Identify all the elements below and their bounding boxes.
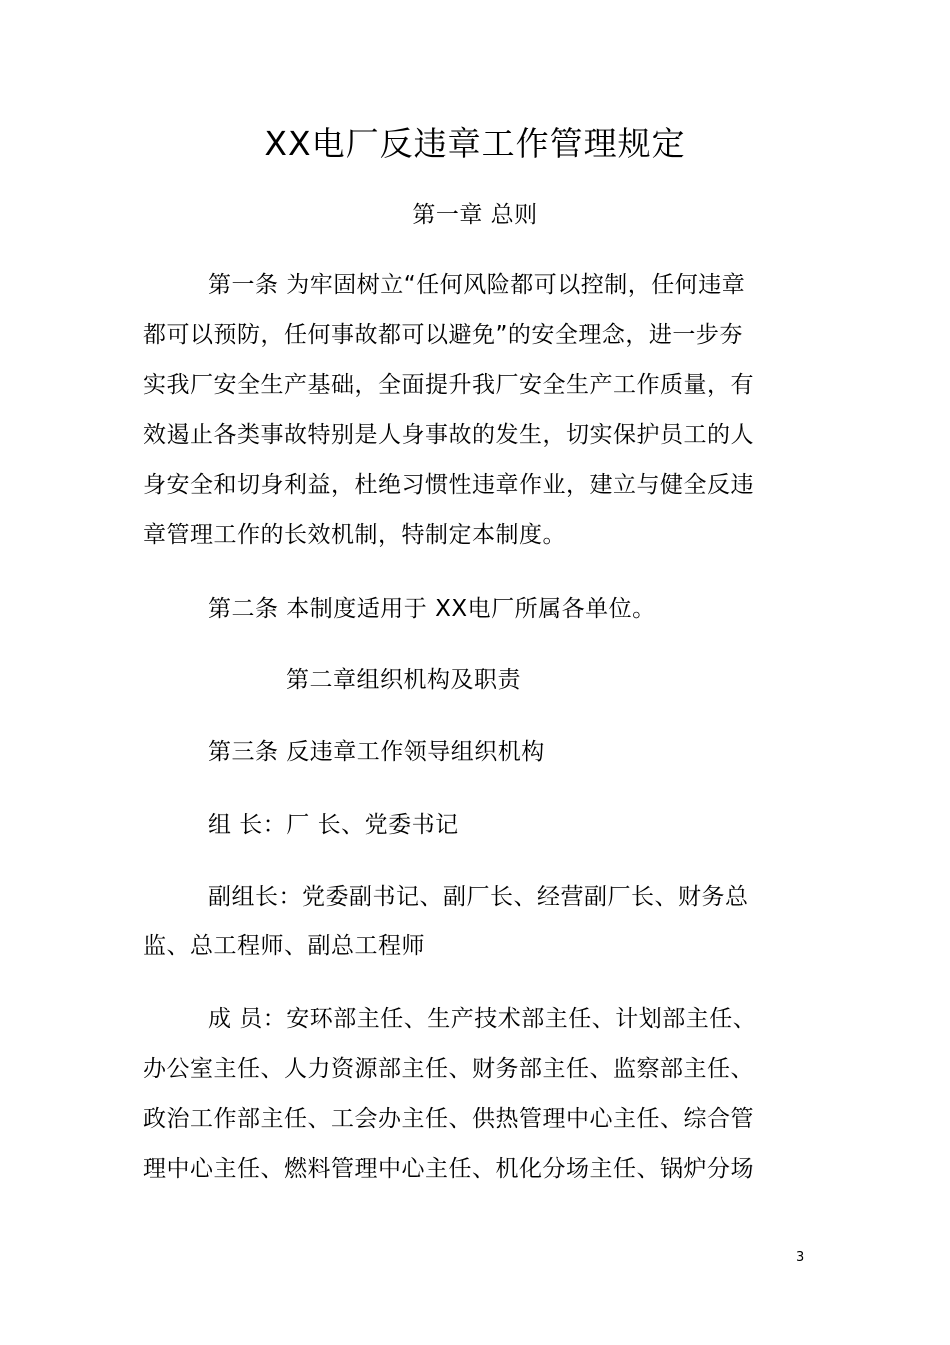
article-1-line-6: 章管理工作的长效机制，特制定本制度。 — [143, 522, 566, 548]
article-1-line-2: 都可以预防，任何事故都可以避免”的安全理念，进一步夯 — [143, 322, 743, 348]
document-title: XX电厂反违章工作管理规定 — [264, 124, 686, 163]
article-1-line-4: 效遏止各类事故特别是人身事故的发生，切实保护员工的人 — [143, 422, 754, 448]
leader-line: 组 长：厂 长、党委书记 — [208, 812, 459, 838]
members-line-3: 政治工作部主任、工会办主任、供热管理中心主任、综合管 — [143, 1106, 754, 1132]
members-line-4: 理中心主任、燃料管理中心主任、机化分场主任、锅炉分场 — [143, 1156, 754, 1182]
article-2: 第二条 本制度适用于 XX电厂所属各单位。 — [208, 596, 656, 622]
page-number: 3 — [796, 1250, 805, 1265]
article-1-line-3: 实我厂安全生产基础，全面提升我厂安全生产工作质量，有 — [143, 372, 754, 398]
members-line-1: 成 员：安环部主任、生产技术部主任、计划部主任、 — [208, 1006, 757, 1032]
chapter-2-heading: 第二章组织机构及职责 — [286, 667, 521, 693]
article-1-line-1: 第一条 为牢固树立“任何风险都可以控制，任何违章 — [208, 272, 746, 298]
chapter-1-heading: 第一章 总则 — [412, 202, 538, 228]
article-3: 第三条 反违章工作领导组织机构 — [208, 739, 545, 765]
deputy-leader-line-2: 监、总工程师、副总工程师 — [143, 933, 425, 959]
article-1-line-5: 身安全和切身利益，杜绝习惯性违章作业，建立与健全反违 — [143, 472, 754, 498]
members-line-2: 办公室主任、人力资源部主任、财务部主任、监察部主任、 — [143, 1056, 754, 1082]
deputy-leader-line-1: 副组长：党委副书记、副厂长、经营副厂长、财务总 — [208, 884, 749, 910]
